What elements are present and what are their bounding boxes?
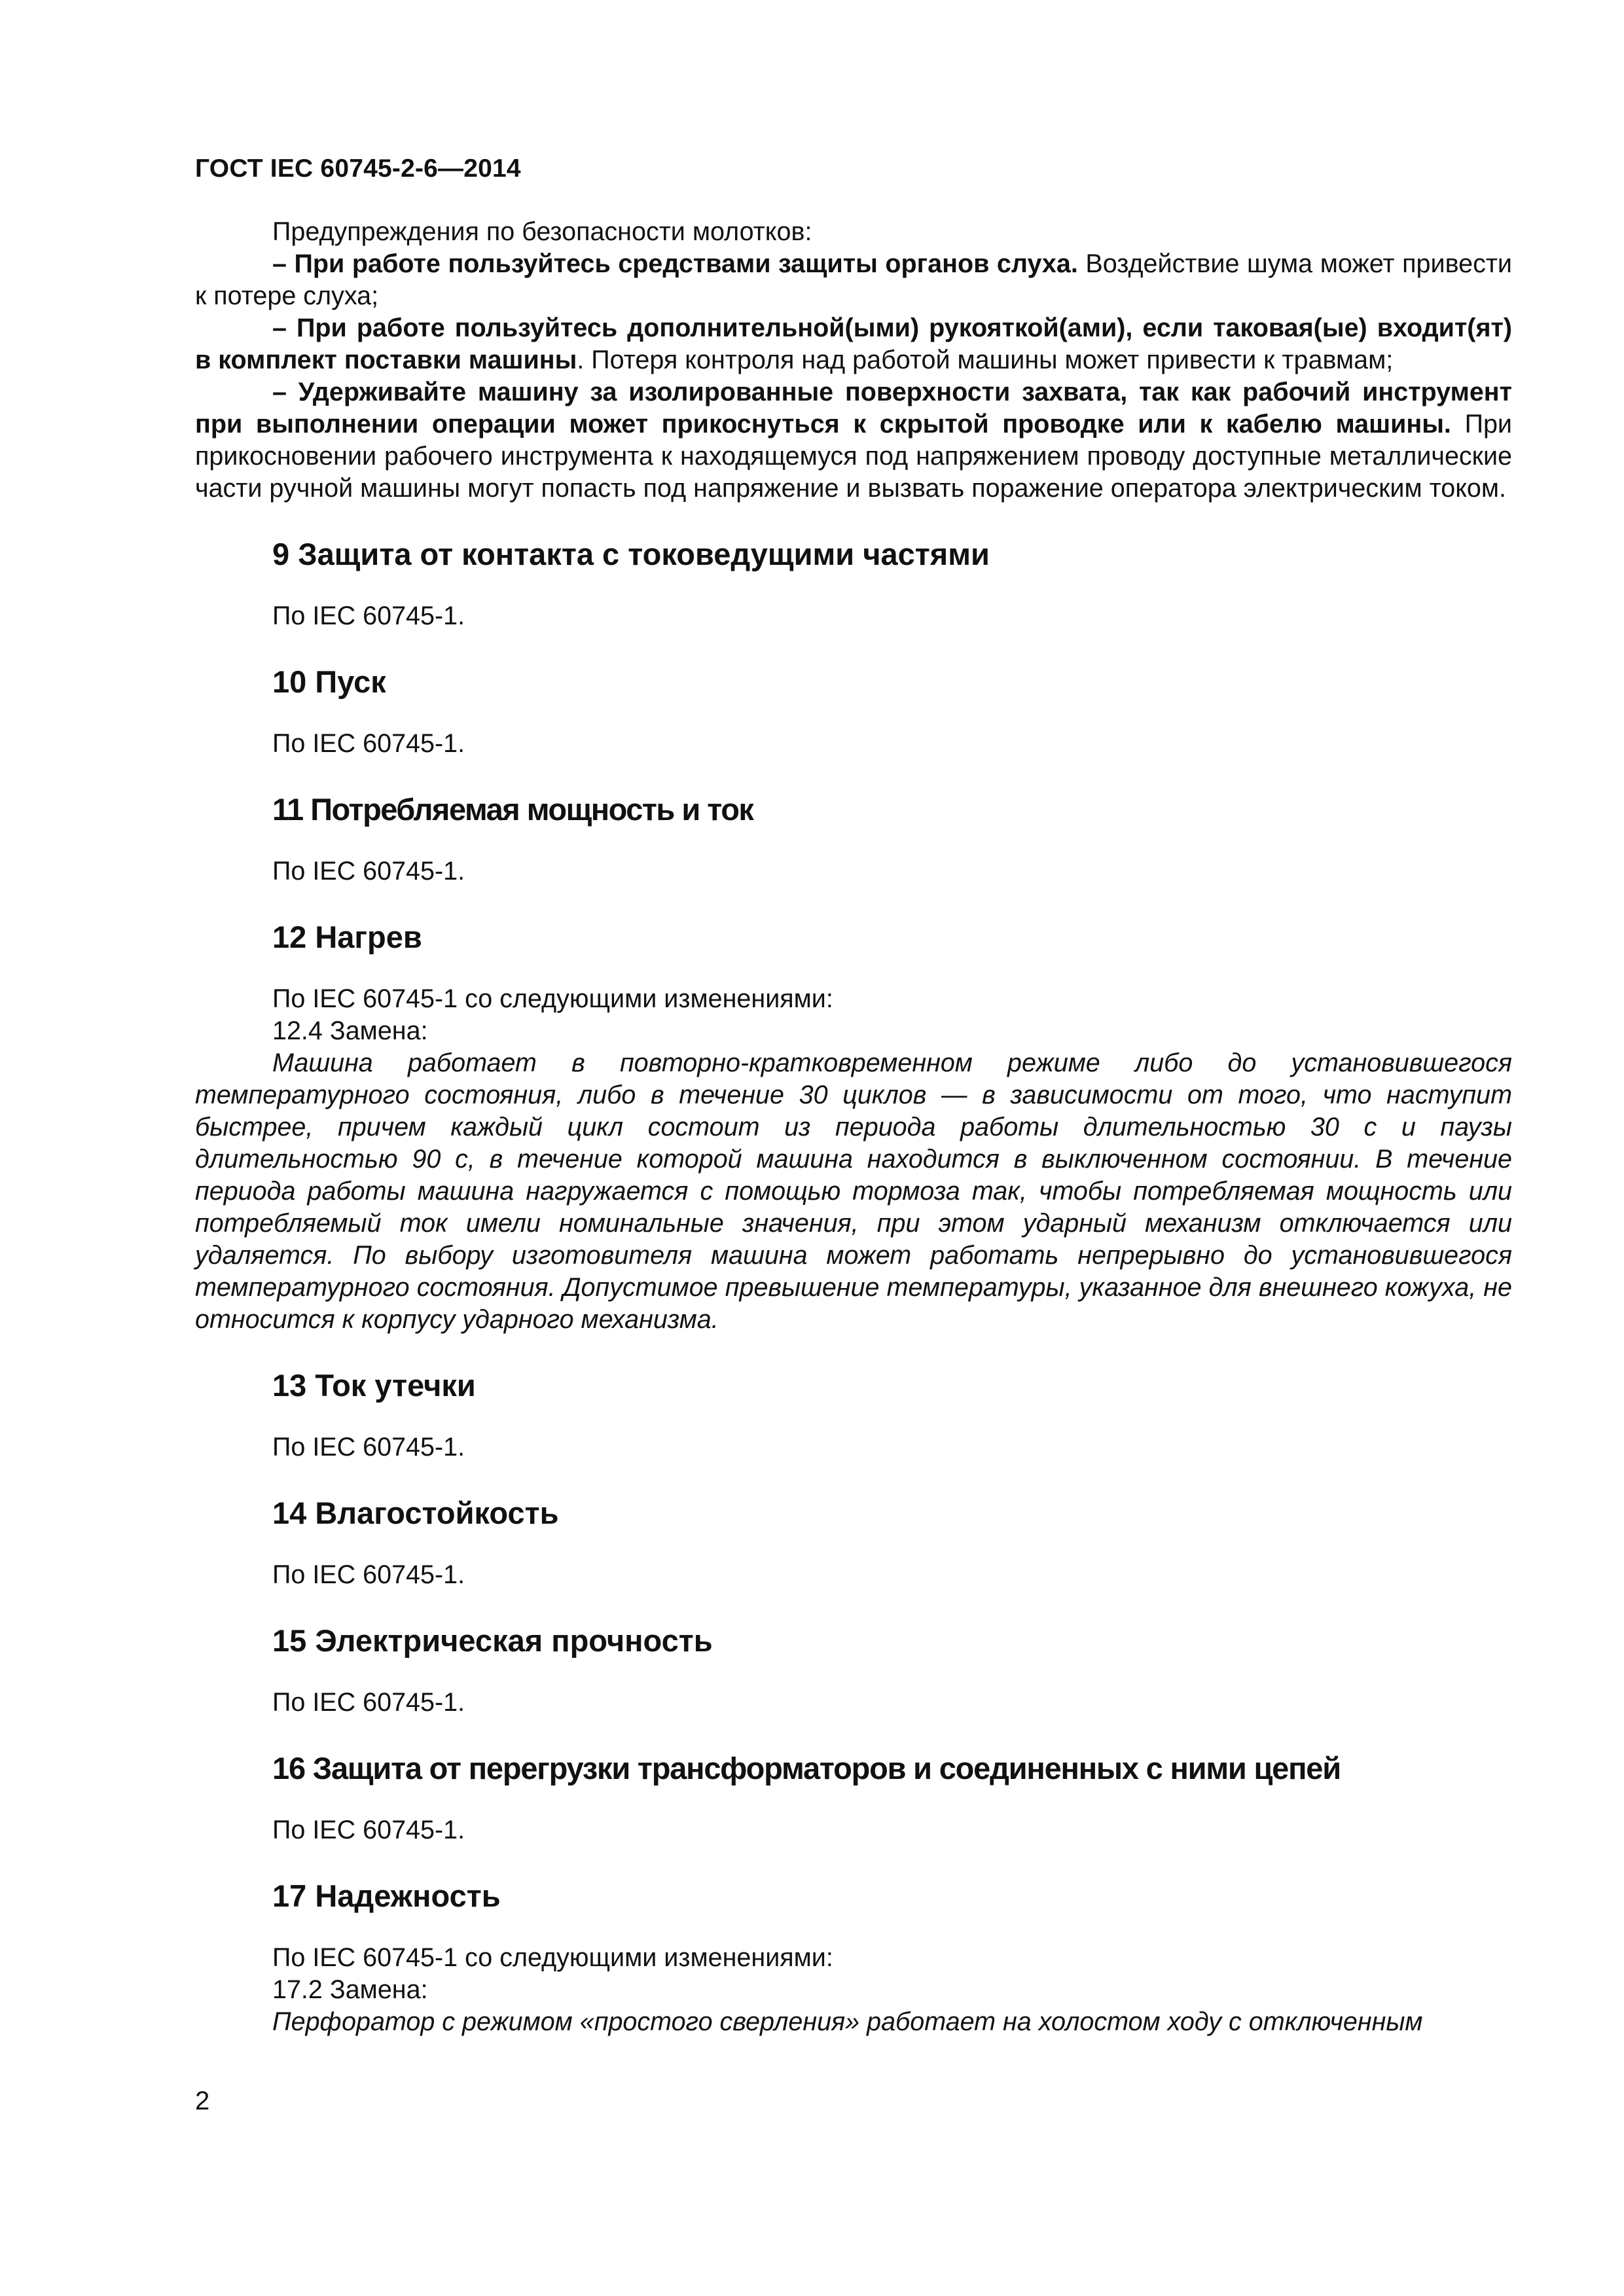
section-10-heading: 10 Пуск <box>272 664 386 699</box>
warning-handles-bold: – При работе пользуйтесь дополнительной(ыми) рукояткой(ами), если таковая(ые) входит(ят) в комплект поставки машины <box>195 314 1512 374</box>
section-11-body: По IEC 60745-1. <box>272 857 465 886</box>
document-code-header: ГОСТ IEC 60745-2-6—2014 <box>195 154 521 183</box>
section-12-subclause: 12.4 Замена: <box>272 1016 428 1045</box>
warning-insulated-grip <box>195 376 1512 505</box>
section-15-heading: 15 Электрическая прочность <box>272 1623 713 1658</box>
section-11-heading: 11 Потребляемая мощность и ток <box>272 792 753 827</box>
warning-hearing-bold: – При работе пользуйтесь средствами защиты органов слуха. <box>272 249 1078 278</box>
warning-hearing-text: Воздействие шума может привести к потере слуха; <box>195 249 1512 310</box>
warning-handles <box>195 312 1512 376</box>
section-16-body: По IEC 60745-1. <box>272 1816 465 1844</box>
section-15-body: По IEC 60745-1. <box>272 1688 465 1717</box>
warning-insulated-grip-bold: – Удерживайте машину за изолированные поверхности захвата, так как рабочий инструмент при выполнении операции может прикоснуться к скрытой проводке или к кабелю машины. <box>195 378 1512 439</box>
page-number: 2 <box>195 2087 210 2115</box>
section-10-body: По IEC 60745-1. <box>272 729 465 758</box>
section-12-replacement-text: Машина работает в повторно-кратковременном режиме либо до установившегося температурного состояния, либо в течение 30 циклов — в зависимости от того, что наступит быстрее, причем каждый цикл состоит из периода работы длительностью 30 с и паузы длительностью 90 с, в течение которой машина находится в выключенном состоянии. В течение периода работы машина нагружается с помощью тормоза так, чтобы потребляемая мощность или потребляемый ток имели номинальные значения, при этом ударный механизм отключается или удаляется. По выбору изготовителя машина может работать непрерывно до установившегося температурного состояния. Допустимое превышение температуры, указанное для внешнего кожуха, не относится к корпусу ударного механизма. <box>195 1049 1512 1334</box>
section-12-heading: 12 Нагрев <box>272 920 422 954</box>
warning-insulated-grip-text: При прикосновении рабочего инструмента к находящемуся под напряжением проводу доступные металлические части ручной машины могут попасть под напряжение и вызвать поражение оператора электрическим током. <box>195 410 1512 503</box>
section-13-body: По IEC 60745-1. <box>272 1433 465 1462</box>
warning-handles-text: . Потеря контроля над работой машины может привести к травмам; <box>577 346 1394 374</box>
section-14-heading: 14 Влагостойкость <box>272 1496 559 1530</box>
warning-hearing <box>195 248 1512 312</box>
section-16-heading: 16 Защита от перегрузки трансформаторов и соединенных с ними цепей <box>272 1751 1341 1785</box>
page-content <box>195 216 1512 2038</box>
section-17-heading: 17 Надежность <box>272 1878 501 1913</box>
section-17-intro: По IEC 60745-1 со следующими изменениями: <box>272 1943 833 1972</box>
section-17-replacement-text: Перфоратор с режимом «простого сверления» работает на холостом ходу с отключенным <box>272 2007 1423 2036</box>
safety-warnings-title: Предупреждения по безопасности молотков: <box>272 217 812 246</box>
section-13-heading: 13 Ток утечки <box>272 1368 476 1403</box>
section-17-subclause: 17.2 Замена: <box>272 1975 428 2004</box>
section-9-body: По IEC 60745-1. <box>272 601 465 630</box>
section-9-heading: 9 Защита от контакта с токоведущими частями <box>272 537 990 571</box>
section-14-body: По IEC 60745-1. <box>272 1560 465 1589</box>
section-12-intro: По IEC 60745-1 со следующими изменениями: <box>272 984 833 1013</box>
